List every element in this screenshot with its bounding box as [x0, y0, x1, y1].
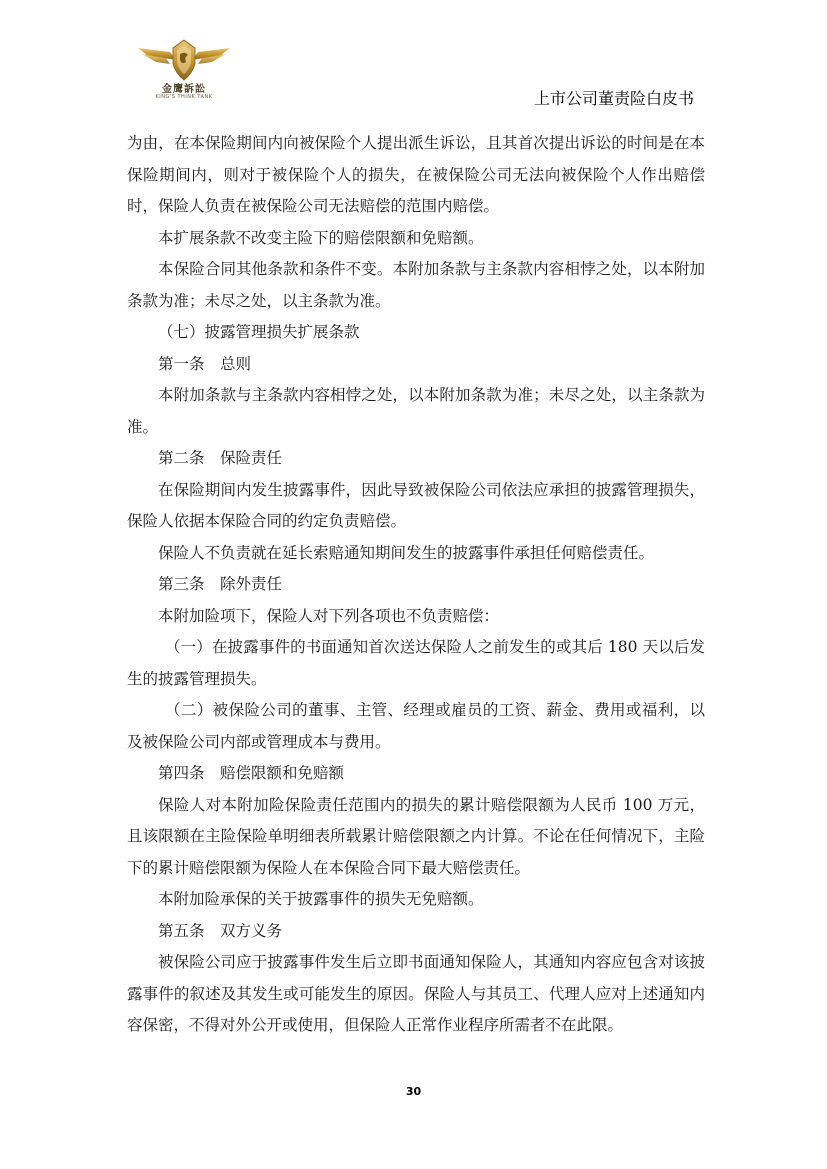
- article-heading: 第一条 总则: [158, 354, 252, 373]
- paragraph: 本附加条款与主条款内容相悖之处，以本附加条款为准；未尽之处，以主条款为准。: [127, 386, 705, 436]
- article-heading: 第四条 赔偿限额和免赔额: [158, 764, 345, 782]
- paragraph: 本保险合同其他条款和条件不变。本附加条款与主条款内容相悖之处，以本附加条款为准；未尽之处，以主条款为准。: [127, 260, 705, 310]
- document-title: 上市公司董责险白皮书: [533, 89, 694, 108]
- list-item: （二）被保险公司的董事、主管、经理或雇员的工资、薪金、费用或福利，以及被保险公司内部或管理成本与费用。: [127, 701, 705, 751]
- company-logo: [136, 38, 232, 104]
- paragraph: 为由，在本保险期间内向被保险个人提出派生诉讼，且其首次提出诉讼的时间是在本保险期间内，则对于被保险个人的损失，在被保险公司无法向被保险个人作出赔偿时，保险人负责在被保险公司无法赔偿的范围内赔偿。: [127, 134, 705, 215]
- document-body: [127, 128, 705, 1042]
- article-heading: 第二条 保险责任: [158, 449, 283, 467]
- paragraph: 保险人不负责就在延长索赔通知期间发生的披露事件承担任何赔偿责任。: [158, 543, 655, 562]
- article-heading: 第五条 双方义务: [158, 921, 283, 940]
- section-heading: （七）披露管理损失扩展条款: [158, 323, 360, 341]
- paragraph: 保险人对本附加险保险责任范围内的损失的累计赔偿限额为人民币 100 万元，且该限额在主险保险单明细表所载累计赔偿限额之内计算。不论在任何情况下，主险下的累计赔偿限额为保险人在本保险合同下最大赔偿责任。: [127, 795, 705, 877]
- paragraph: 本附加险项下，保险人对下列各项也不负责赔偿：: [158, 606, 500, 625]
- paragraph: 本扩展条款不改变主险下的赔偿限额和免赔额。: [158, 228, 484, 247]
- eagle-logo-icon: [136, 38, 232, 82]
- paragraph: 本附加险承保的关于披露事件的损失无免赔额。: [158, 890, 484, 908]
- paragraph: 被保险公司应于披露事件发生后立即书面通知保险人，其通知内容应包含对该披露事件的叙述及其发生或可能发生的原因。保险人与其员工、代理人应对上述通知内容保密，不得对外公开或使用，但保险人正常作业程序所需者不在此限。: [127, 953, 705, 1034]
- article-heading: 第三条 除外责任: [158, 575, 283, 593]
- list-item: （一）在披露事件的书面通知首次送达保险人之前发生的或其后 180 天以后发生的披露管理损失。: [127, 638, 705, 688]
- logo-chinese-text: 金鹰訴訟: [162, 84, 206, 95]
- logo-english-text: KING'S THINK TANK: [155, 94, 213, 100]
- paragraph: 在保险期间内发生披露事件，因此导致被保险公司依法应承担的披露管理损失，保险人依据本保险合同的约定负责赔偿。: [127, 480, 705, 530]
- page-number: 30: [405, 1085, 422, 1098]
